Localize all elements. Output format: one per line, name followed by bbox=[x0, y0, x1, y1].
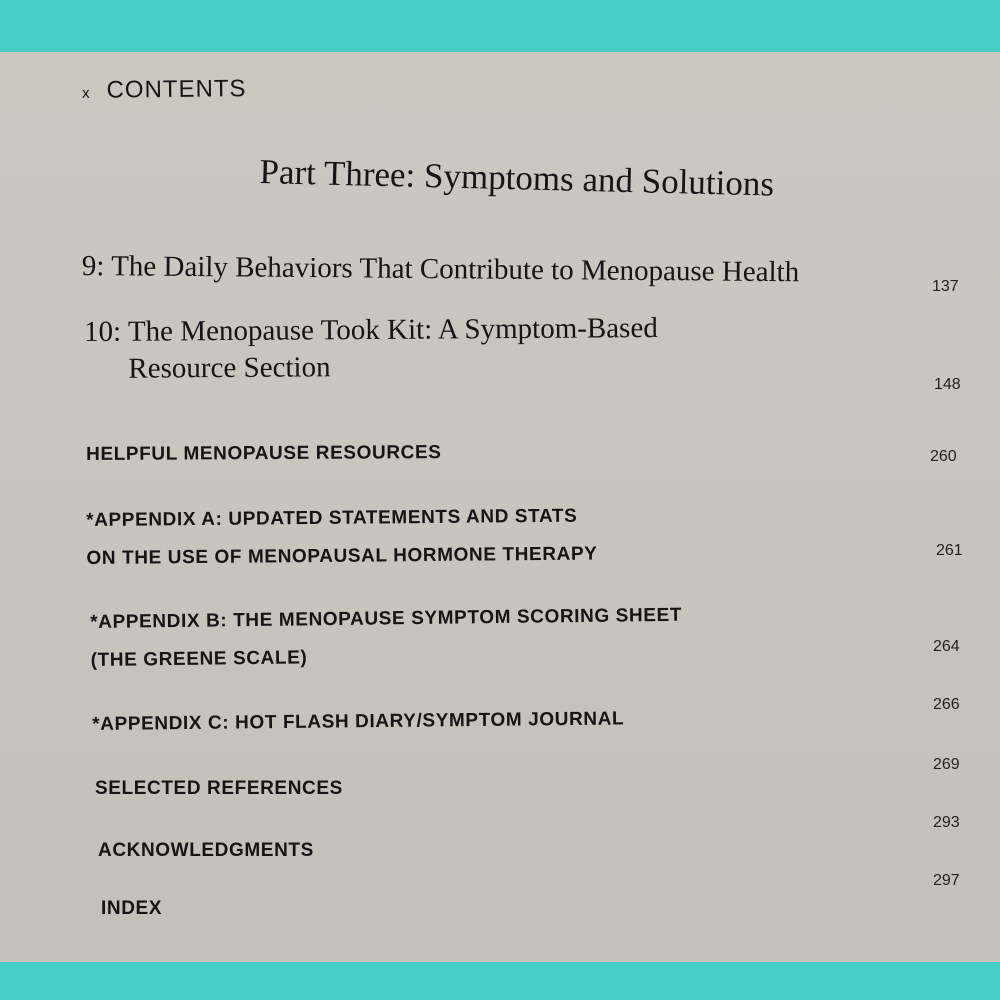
toc-entry-resources bbox=[86, 434, 442, 474]
toc-entry-index bbox=[101, 890, 162, 928]
part-title: Part Three: Symptoms and Solutions bbox=[259, 152, 775, 204]
entry-title: HELPFUL MENOPAUSE RESOURCES bbox=[86, 442, 442, 465]
chapter-title: 9: The Daily Behaviors That Contribute to Menopause Health bbox=[81, 250, 800, 289]
entry-title-continued: ON THE USE OF MENOPAUSAL HORMONE THERAPY bbox=[86, 543, 598, 569]
book-page bbox=[0, 52, 1000, 962]
entry-title: *APPENDIX A: UPDATED STATEMENTS AND STATS bbox=[86, 505, 578, 531]
entry-appendix-b-page: 264 bbox=[933, 638, 960, 655]
entry-title: ACKNOWLEDGMENTS bbox=[98, 840, 314, 861]
page-header bbox=[82, 75, 247, 105]
entry-title: *APPENDIX B: THE MENOPAUSE SYMPTOM SCORING SHEET bbox=[90, 604, 683, 633]
entry-title-continued: (THE GREENE SCALE) bbox=[90, 647, 308, 671]
entry-appendix-c-page: 266 bbox=[933, 696, 960, 713]
chapter-10-page: 148 bbox=[934, 376, 961, 393]
entry-resources-page: 260 bbox=[930, 448, 957, 465]
toc-entry-appendix-c bbox=[92, 700, 624, 744]
chapter-9-page: 137 bbox=[932, 278, 959, 295]
entry-index-page: 297 bbox=[933, 872, 960, 889]
entry-acknowledgments-page: 293 bbox=[933, 814, 960, 831]
toc-entry-references bbox=[95, 770, 343, 808]
toc-entry-appendix-a bbox=[86, 498, 598, 578]
entry-title: INDEX bbox=[101, 898, 163, 919]
toc-chapter-10 bbox=[84, 312, 658, 386]
entry-title: *APPENDIX C: HOT FLASH DIARY/SYMPTOM JOURNAL bbox=[92, 708, 625, 735]
toc-entry-acknowledgments bbox=[98, 832, 314, 870]
header-title: CONTENTS bbox=[106, 75, 247, 104]
entry-references-page: 269 bbox=[933, 756, 960, 773]
chapter-title-continued: Resource Section bbox=[128, 351, 331, 385]
chapter-title: 10: The Menopause Took Kit: A Symptom-Based bbox=[84, 311, 658, 348]
entry-title: SELECTED REFERENCES bbox=[95, 778, 343, 799]
entry-appendix-a-page: 261 bbox=[936, 542, 963, 559]
toc-entry-appendix-b bbox=[90, 597, 683, 680]
toc-chapter-9 bbox=[82, 250, 800, 289]
header-marker: x bbox=[81, 84, 91, 102]
